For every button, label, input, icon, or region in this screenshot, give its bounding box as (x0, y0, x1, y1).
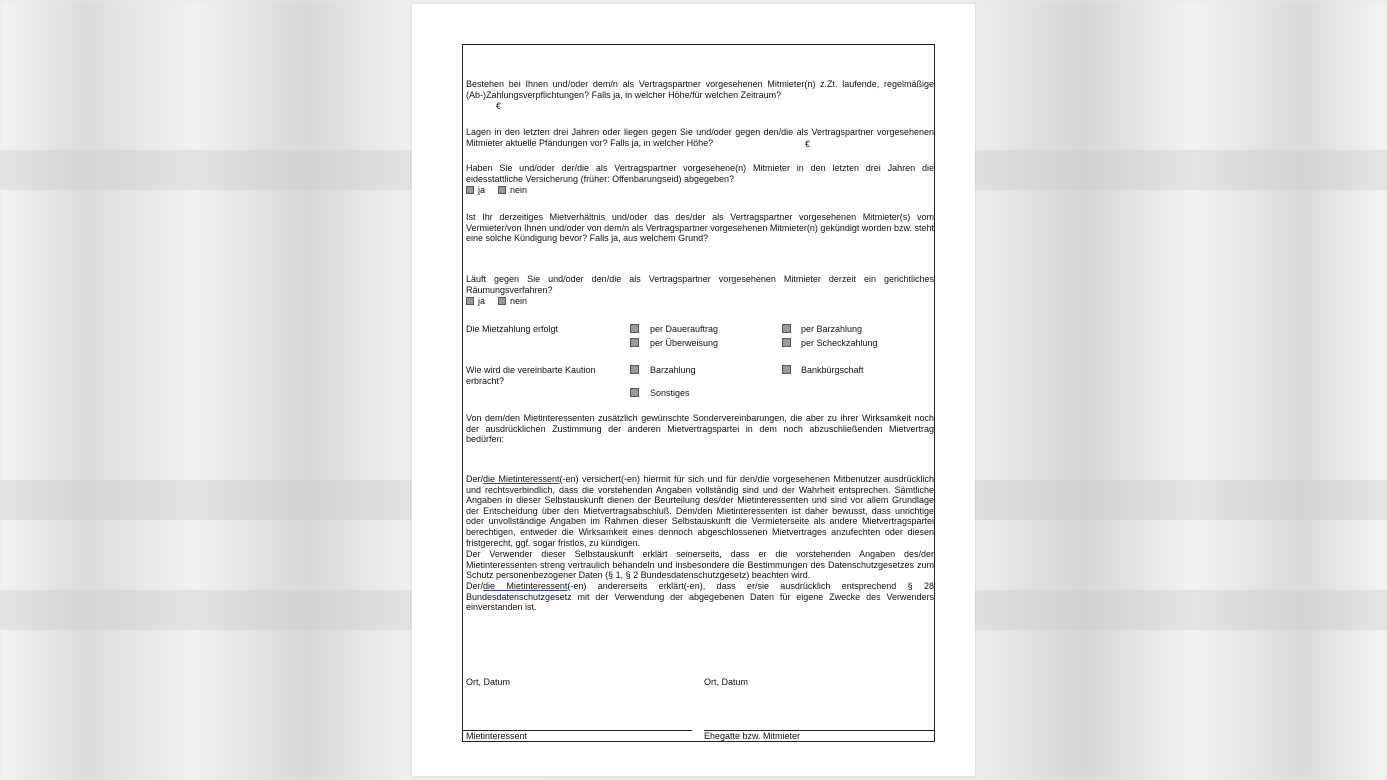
signature-role-left: Mietinteressent (466, 731, 528, 741)
declaration-paragraph-1: Der/die Mietinteressent(-en) versichert(-en) hiermit für sich und für den/die vorgesehenen Mitbenutzer ausdrücklich und rechtsverbindlich, dass die vorstehenden Angaben vollständig sind und der Wahrheit entsprechen. Sämtliche Angaben in dieser Selbstauskunft dienen der Beurteilung des/der Mietinteressenten und sind vor allem Grundlage der Entscheidung über den Mietvertragsabschluß. Dem/den Mietinteressenten ist daher bewusst, dass unrichtige oder unvollständige Angaben im Rahmen dieser Selbstauskunft die Vermieterseite als andere Mietvertragspartei berechtigen, entweder die Wirksamkeit eines dennoch abgeschlossenen Mietvertrages anzufechten oder diesen fristgerecht, ggf. sogar fristlos, zu kündigen. (466, 474, 935, 548)
option-yes[interactable]: ja (466, 185, 485, 196)
question-seizures: Lagen in den letzten drei Jahren oder liegen gegen Sie und/oder gegen den/die als Vertragspartner vorgesehenen Mitmieter aktuelle Pfändungen vor? Falls ja, in welcher Höhe? (466, 127, 934, 148)
checkbox-cheque[interactable] (782, 338, 791, 347)
form-frame (462, 44, 935, 742)
declaration-paragraph-3: Der/die Mietinteressent(-en) andererseits erklärt(-en), dass er/sie ausdrücklich entsprechend § 28 Bundesdatenschutzgesetz mit der Verwendung der abgegebenen Daten für eigene Zwecke des Verwenders einverstanden ist. (466, 581, 934, 613)
payment-option-cheque: per Scheckzahlung (801, 338, 878, 348)
tracked-change-link[interactable]: die Mietinteressent (483, 581, 568, 591)
deposit-option-cash: Barzahlung (650, 365, 696, 375)
question-affidavit: Haben Sie und/oder der/die als Vertragspartner vorgesehene(n) Mitmieter in den letzten drei Jahren die eidesstattliche Versicherung (früher: Offenbarungseid) abgegeben? (466, 163, 934, 184)
checkbox[interactable] (466, 186, 474, 194)
option-no[interactable]: nein (498, 185, 527, 196)
special-agreements: Von dem/den Mietinteressenten zusätzlich gewünschte Sondervereinbarungen, die aber zu ihrer Wirksamkeit noch der ausdrücklichen Zustimmung der anderen Mietvertragspartei in dem noch abzuschließenden Mietvertrag bedürfen: (466, 413, 934, 445)
payment-label: Die Mietzahlung erfolgt (466, 324, 559, 334)
option-yes[interactable]: ja (466, 296, 485, 307)
checkbox-cash-payment[interactable] (782, 324, 791, 333)
declaration-paragraph-2: Der Verwender dieser Selbstauskunft erklärt seinerseits, dass er die vorstehenden Angaben des/der Mietinteressenten streng vertraulich behandeln und insbesondere die Bestimmungen des Datenschutzgesetzes zum Schutz personenbezogener Daten (§ 1, § 2 Bundesdatenschutzgesetz) beachten wird. (466, 549, 934, 581)
checkbox[interactable] (498, 297, 506, 305)
checkbox-standing-order[interactable] (630, 324, 639, 333)
deposit-option-other: Sonstiges (650, 388, 690, 398)
document-page (412, 4, 975, 776)
question-payment-obligations: Bestehen bei Ihnen und/oder dem/n als Vertragspartner vorgesehenen Mitmieter(n) z.Zt. laufende, regelmäßige (Ab-)Zahlungsverpflichtungen? Falls ja, in welcher Höhe/für welchen Zeitraum? (466, 79, 934, 100)
place-date-left: Ort, Datum (466, 677, 511, 687)
tracked-change-link[interactable]: die Mietinteressent (483, 474, 560, 484)
currency-symbol: € (805, 139, 811, 149)
payment-option-cash: per Barzahlung (801, 324, 863, 334)
payment-option-standing-order: per Dauerauftrag (650, 324, 719, 334)
question-termination: Ist Ihr derzeitiges Mietverhältnis und/oder das des/der als Vertragspartner vorgesehenen Mitmieter(s) vom Vermieter/von Ihnen und/oder von dem/n als Vertragspartner vorgesehenen Mitmieter(n) gekündigt worden bzw. steht eine solche Kündigung bevor? Falls ja, aus welchem Grund? (466, 212, 934, 244)
checkbox-transfer[interactable] (630, 338, 639, 347)
question-eviction: Läuft gegen Sie und/oder den/die als Vertragspartner vorgesehenen Mitmieter derzeit ein gerichtliches Räumungsverfahren? (466, 274, 934, 295)
payment-option-transfer: per Überweisung (650, 338, 719, 348)
currency-symbol: € (496, 101, 502, 111)
place-date-right: Ort, Datum (704, 677, 749, 687)
checkbox-deposit-cash[interactable] (630, 365, 639, 374)
signature-role-right: Ehegatte bzw. Mitmieter (704, 731, 801, 741)
deposit-option-bank-guarantee: Bankbürgschaft (801, 365, 864, 375)
checkbox[interactable] (466, 297, 474, 305)
checkbox-deposit-other[interactable] (630, 388, 639, 397)
option-no[interactable]: nein (498, 296, 527, 307)
checkbox-bank-guarantee[interactable] (782, 365, 791, 374)
checkbox[interactable] (498, 186, 506, 194)
deposit-label: Wie wird die vereinbarte Kaution erbracht? (466, 365, 596, 386)
